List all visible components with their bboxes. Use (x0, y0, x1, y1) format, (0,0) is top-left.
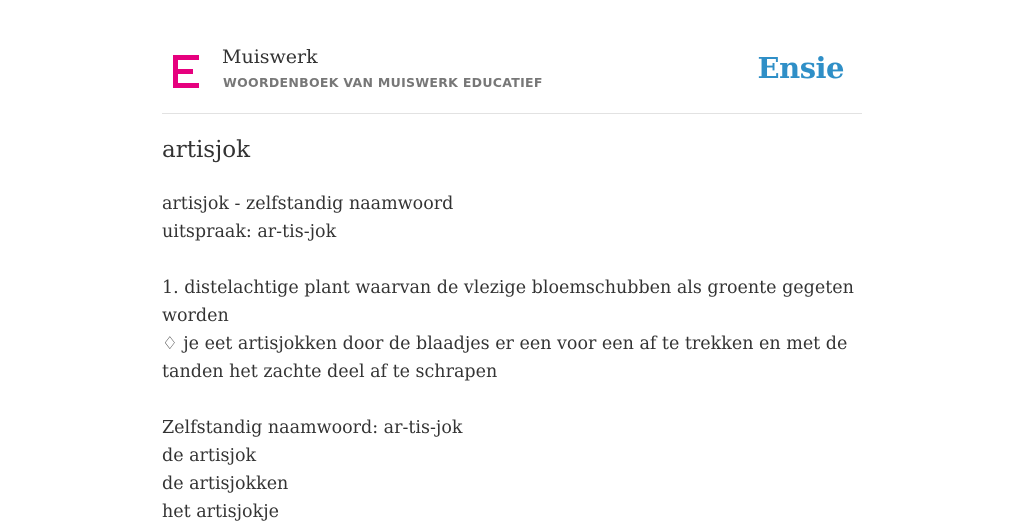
entry-line-singular: de artisjok (162, 446, 257, 466)
entry-line-example-cont: tanden het zachte deel af te schrapen (162, 362, 498, 382)
entry-line-pronunciation: uitspraak: ar-tis-jok (162, 222, 337, 242)
entry-line-plural: de artisjokken (162, 474, 289, 494)
ensie-logo[interactable]: Ensie (757, 51, 844, 85)
muiswerk-logo-icon[interactable] (173, 55, 199, 88)
logo-bar-top (173, 55, 199, 60)
entry-line-definition-cont: worden (162, 306, 229, 326)
site-header (162, 0, 862, 114)
entry-line-word-class: artisjok - zelfstandig naamwoord (162, 194, 454, 214)
entry-line-example: ♢ je eet artisjokken door de blaadjes er een voor een af te trekken en met de (162, 334, 848, 354)
entry-line-definition: 1. distelachtige plant waarvan de vlezige bloemschubben als groente gegeten (162, 278, 854, 298)
entry-title: artisjok (162, 137, 251, 163)
brand-subtitle: WOORDENBOEK VAN MUISWERK EDUCATIEF (223, 75, 543, 90)
logo-bar-middle (173, 69, 193, 74)
entry-line-spacer (162, 246, 862, 274)
entry-line-spacer-2 (162, 386, 862, 414)
page-container (162, 0, 862, 522)
entry-line-noun-heading: Zelfstandig naamwoord: ar-tis-jok (162, 418, 463, 438)
brand-name[interactable]: Muiswerk (222, 46, 318, 68)
logo-bar-bottom (173, 83, 199, 88)
entry-body (162, 190, 862, 526)
entry-line-diminutive: het artisjokje (162, 502, 279, 522)
